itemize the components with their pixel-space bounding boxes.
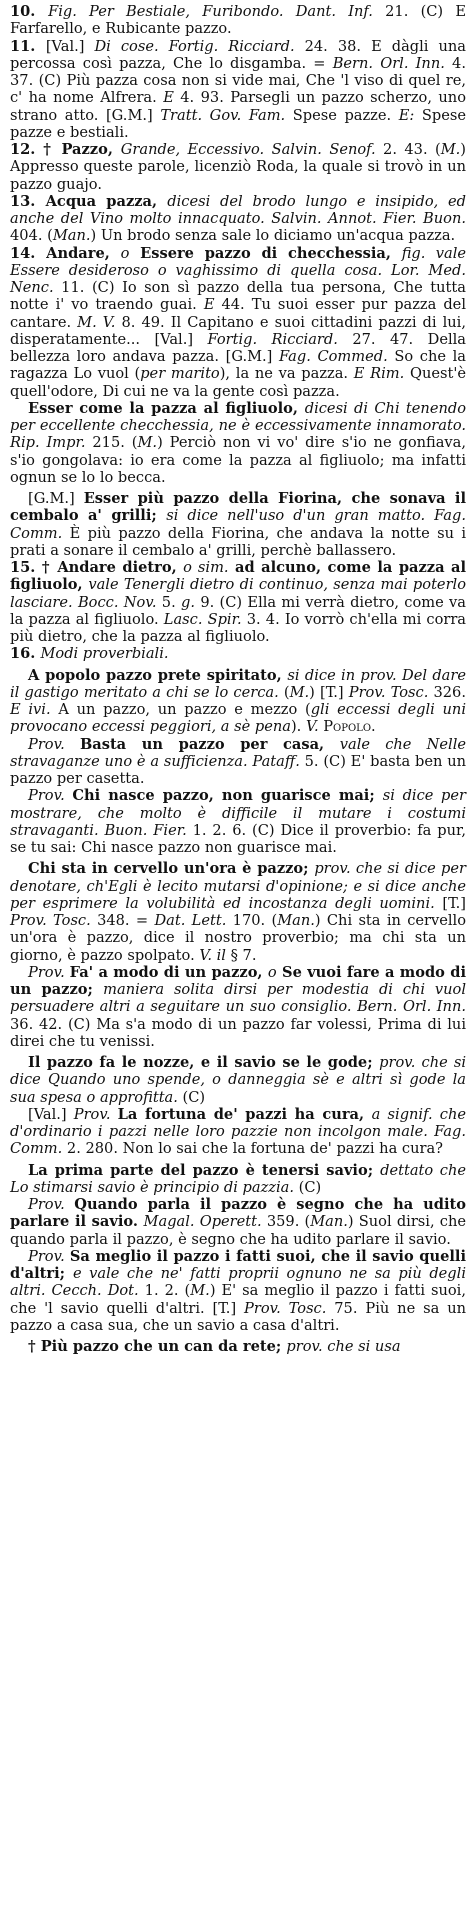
prov-nasce-pazzo	[10, 787, 466, 856]
text-run: Fig. Per Bestiale, Furibondo. Dant. Inf.	[48, 3, 373, 20]
text-run: E	[163, 89, 174, 107]
text-run: Prov.	[28, 735, 80, 753]
text-run: dicesi di Chi tenendo per eccellente checchessia, ne è eccessivamente innamorato. Rip. Impr.	[10, 399, 466, 452]
text-run: Man.	[52, 227, 91, 245]
text-run: Modi proverbiali.	[40, 645, 169, 663]
text-run: vale Tenergli dietro di continuo, senza mai poterlo lasciare. Bocc. Nov.	[10, 576, 466, 611]
text-run: 11. (C) Io son sì pazzo della tua persona, Che tutta notte i' vo traendo guai.	[10, 279, 466, 314]
text-run: 326.	[428, 683, 466, 701]
text-run: ) Perciò non vi vo' dire s'io ne gonfiava, s'io gongolava: io era come la pazza al figliuolo; ma infatti ognun se lo lo becca.	[10, 434, 467, 486]
text-run: Chi nasce pazzo, non guarisce mai;	[72, 787, 383, 805]
entry-fiorina	[10, 490, 466, 559]
text-run: ).	[290, 718, 306, 736]
text-run: 27. 47. Della bellezza loro andava pazza. [G.M.]	[10, 330, 466, 365]
text-run: Prov. Tosc.	[348, 683, 429, 701]
text-run: 21. (C) E Farfarello, e Rubicante pazzo.	[10, 3, 466, 38]
prov-cervello	[10, 860, 466, 964]
text-run: 24. 38. E dàgli una percossa così pazza, Che lo disgamba. =	[10, 37, 466, 72]
text-run: dettato che Lo stimarsi savio è principio di pazzia.	[10, 1161, 466, 1196]
text-run: Chi sta in cervello un'ora è pazzo;	[28, 860, 315, 878]
text-run: † Più pazzo che un can da rete;	[28, 1338, 287, 1355]
prov-nozze	[10, 1054, 466, 1106]
text-run: Prov.	[28, 1196, 75, 1213]
text-run: Fag. Commed.	[279, 348, 388, 365]
text-run: Basta un pazzo per casa,	[79, 735, 340, 753]
entry-10	[10, 3, 466, 38]
text-run: e vale che ne' fatti proprii ognuno ne sa più degli altri. Cecch. Dot.	[10, 1265, 466, 1300]
text-run: Prov. Tosc.	[244, 1299, 327, 1317]
text-run: 16.	[10, 645, 41, 663]
text-run: 44. Tu suoi esser pur pazza del cantare.	[10, 296, 466, 331]
prov-fortuna	[10, 1106, 466, 1158]
text-run: ) Chi sta in cervello un'ora è pazzo, dice il nostro proverbio; ma chi sta un giorno, è pazzo spolpato.	[10, 912, 466, 964]
text-run: 4. 37. (C) Più pazza cosa non si vide mai, Che 'l viso di quel re, c' ha nome Alfrera.	[10, 54, 466, 107]
text-run: ) Suol dirsi, che quando parla il pazzo, è segno che ha udito parlare il savio.	[10, 1213, 466, 1248]
text-run: È più pazzo della Fiorina, che andava la notte su i prati a sonare il cembalo a' grilli, perchè ballassero.	[10, 524, 466, 559]
text-run: 75. Più ne sa un pazzo a casa sua, che un savio a casa d'altri.	[10, 1299, 466, 1334]
text-run: Tratt. Gov. Fam.	[160, 106, 286, 124]
text-run: § 7.	[225, 946, 257, 964]
text-run: Fortig. Ricciard.	[207, 330, 338, 348]
text-run: V.	[305, 718, 319, 736]
text-run: Dat. Lett.	[154, 912, 227, 929]
text-run: Popolo.	[318, 718, 376, 736]
prov-prima-parte	[10, 1162, 466, 1197]
text-run: ) Appresso queste parole, licenziò Roda, la quale si trovò in un pazzo guajo.	[10, 141, 466, 193]
text-run: ) E' sa meglio il pazzo i fatti suoi, che 'l savio quelli d'altri. [T.]	[10, 1282, 466, 1317]
text-run: E:	[398, 106, 415, 124]
text-run: Il pazzo fa le nozze, e il savio se le gode;	[28, 1054, 380, 1071]
text-run: Prov.	[28, 1247, 70, 1265]
text-run: fig. vale Essere desideroso o vaghissimo di quella cosa. Lor. Med. Nenc.	[10, 244, 466, 296]
entry-13	[10, 193, 466, 245]
text-run: M. V.	[77, 313, 116, 331]
entry-14	[10, 245, 466, 400]
text-run: (C)	[294, 1178, 322, 1196]
text-run: 5. (C) E' basta ben un pazzo per casetta.	[10, 752, 466, 787]
text-run: 8. 49. Il Capitano e suoi cittadini pazzi di lui, disperatamente... [Val.]	[10, 313, 466, 348]
text-run: g.	[181, 593, 196, 611]
text-run: 13. Acqua pazza,	[10, 192, 168, 210]
text-run: 11.	[10, 37, 46, 55]
entry-11	[10, 38, 466, 142]
text-run: o	[120, 244, 130, 262]
text-run: M.	[289, 683, 310, 701]
entry-12	[10, 141, 466, 193]
text-run: maniera solita dirsi per modestia di chi vuol persuadere altri a seguitare un suo consiglio. Bern. Orl. Inn.	[10, 981, 466, 1016]
entry-16	[10, 645, 466, 662]
text-run: Man.	[277, 912, 315, 929]
text-run: A un pazzo, un pazzo e mezzo (	[50, 701, 311, 718]
text-run: a signif. che d'ordinario i pazzi nelle loro pazzie non incolgon male. Fag. Comm.	[10, 1105, 466, 1158]
text-run: Man.	[310, 1213, 348, 1231]
text-run: Prov.	[73, 1105, 118, 1123]
text-run: ) Un brodo senza sale lo diciamo un'acqua pazza.	[90, 227, 456, 245]
entry-15	[10, 559, 466, 645]
text-run: Essere pazzo di checchessia,	[129, 244, 402, 262]
text-run: M.	[190, 1282, 210, 1300]
text-run: gli eccessi degli uni provocano eccessi peggiori, a sè pena	[10, 701, 467, 736]
text-run: prov. che si dice per denotare, ch'Egli è lecito mutarsi d'opinione; e si dice anche per esprimere la volubilità ed incostanza degli uomini.	[10, 860, 467, 912]
text-run: (C)	[177, 1088, 206, 1106]
prov-quando-parla	[10, 1196, 466, 1248]
text-run: ad alcuno, come la pazza al figliuolo,	[10, 559, 466, 594]
text-run: Esser come la pazza al figliuolo,	[28, 399, 305, 417]
text-run: Spese pazze.	[285, 106, 399, 124]
text-run: Esser più pazzo della Fiorina, che sonava il cembalo a' grilli;	[10, 490, 467, 525]
text-run: 348. =	[90, 912, 155, 929]
text-run: si dice nell'uso d'un gran matto. Fag. Comm.	[10, 507, 466, 542]
text-run: prov. che si usa	[286, 1338, 401, 1355]
text-run: V. il	[199, 946, 226, 964]
text-run: dicesi del brodo lungo e insipido, ed anche del Vino molto innacquato. Salvin. Annot. Fier. Buon.	[10, 192, 466, 227]
text-run: 14. Andare,	[10, 244, 121, 262]
text-run: Di cose. Fortig. Ricciard.	[94, 37, 295, 55]
text-run: si dice per mostrare, che molto è difficile il mutare i costumi stravaganti. Buon. Fier.	[10, 787, 466, 839]
prov-can-da-rete	[10, 1338, 466, 1355]
text-run: o	[267, 963, 277, 981]
text-run: 1. 2. 6. (C) Dice il proverbio: fa pur, se tu sai: Chi nasce pazzo non guarisce mai.	[10, 821, 466, 856]
text-run: per marito	[140, 365, 220, 383]
text-run: La fortuna de' pazzi ha cura,	[117, 1105, 372, 1123]
text-run: 15. † Andare dietro,	[10, 559, 184, 576]
prov-fa-a-modo	[10, 964, 466, 1050]
text-run: A popolo pazzo prete spiritato,	[28, 666, 288, 684]
text-run: M.	[440, 141, 461, 158]
text-run: E ivi.	[10, 701, 51, 718]
text-run: 12. † Pazzo,	[10, 141, 121, 158]
text-run: Prov.	[28, 787, 73, 805]
text-run: Spese pazze e bestiali.	[10, 106, 466, 141]
text-run: [Val.]	[28, 1105, 74, 1123]
text-run: Magal. Operett.	[143, 1213, 262, 1231]
text-run: 9. (C) Ella mi verrà dietro, come va la pazza al figliuolo.	[10, 593, 466, 628]
text-run: Sa meglio il pazzo i fatti suoi, che il savio quelli d'altri;	[10, 1247, 466, 1282]
text-run: vale che Nelle stravaganze uno è a sufficienza. Pataff.	[10, 735, 467, 770]
text-run: 4. 93. Parsegli un pazzo scherzo, uno strano atto. [G.M.]	[10, 89, 466, 124]
text-run: 3. 4. Io vorrò ch'ella mi corra più dietro, che la pazza al figliuolo.	[10, 610, 467, 645]
text-run: 215. (	[85, 434, 138, 452]
text-run: Quest'è quell'odore, Di cui ne va la gente così pazza.	[10, 365, 466, 400]
text-run: Prov.	[28, 963, 70, 981]
text-run: Bern. Orl. Inn.	[332, 54, 445, 72]
text-run: E	[203, 296, 215, 314]
text-run: M.	[137, 434, 158, 452]
text-run: (	[278, 683, 290, 701]
text-run: 36. 42. (C) Ma s'a modo di un pazzo far volessi, Prima di lui direi che tu venissi.	[10, 1015, 466, 1050]
text-run: So che la ragazza Lo vuol (	[10, 348, 466, 383]
text-run: Prov. Tosc.	[10, 912, 91, 929]
text-run: [T.]	[434, 894, 466, 912]
text-run: La prima parte del pazzo è tenersi savio;	[28, 1161, 381, 1179]
text-run: 170. (	[226, 912, 278, 929]
prov-per-casa	[10, 736, 466, 788]
text-run: 1. 2. (	[138, 1282, 191, 1300]
text-run: ), la ne va pazza.	[219, 365, 354, 383]
text-run: 404. (	[10, 227, 53, 245]
text-run: Lasc. Spir.	[163, 610, 242, 628]
entry-figliuolo	[10, 400, 466, 486]
text-run: E Rim.	[353, 365, 405, 383]
prov-sa-meglio	[10, 1248, 466, 1334]
text-run: 2. 43. (	[375, 141, 441, 158]
text-run: 10.	[10, 3, 49, 20]
text-run: Grande, Eccessivo. Salvin. Senof.	[120, 141, 376, 158]
text-run: [Val.]	[45, 37, 95, 55]
text-run: [G.M.]	[28, 490, 84, 507]
text-run: 2. 280. Non lo sai che la fortuna de' pazzi ha cura?	[62, 1140, 443, 1158]
prov-spiritato	[10, 667, 466, 736]
text-run: 5.	[156, 593, 182, 611]
text-run: Se vuoi fare a modo di un pazzo;	[10, 963, 467, 998]
text-run: 359. (	[261, 1213, 311, 1231]
text-run: prov. che si dice Quando uno spende, o danneggia sè e altri sì gode la sua spesa o approfitta.	[10, 1054, 466, 1106]
text-run: Fa' a modo di un pazzo,	[69, 963, 268, 981]
text-run: ) [T.]	[309, 683, 349, 701]
text-run: Quando parla il pazzo è segno che ha udito parlare il savio.	[10, 1196, 466, 1231]
text-run: o sim.	[183, 559, 229, 576]
text-run: si dice in prov. Del dare il gastigo meritato a chi se lo cerca.	[10, 666, 466, 701]
